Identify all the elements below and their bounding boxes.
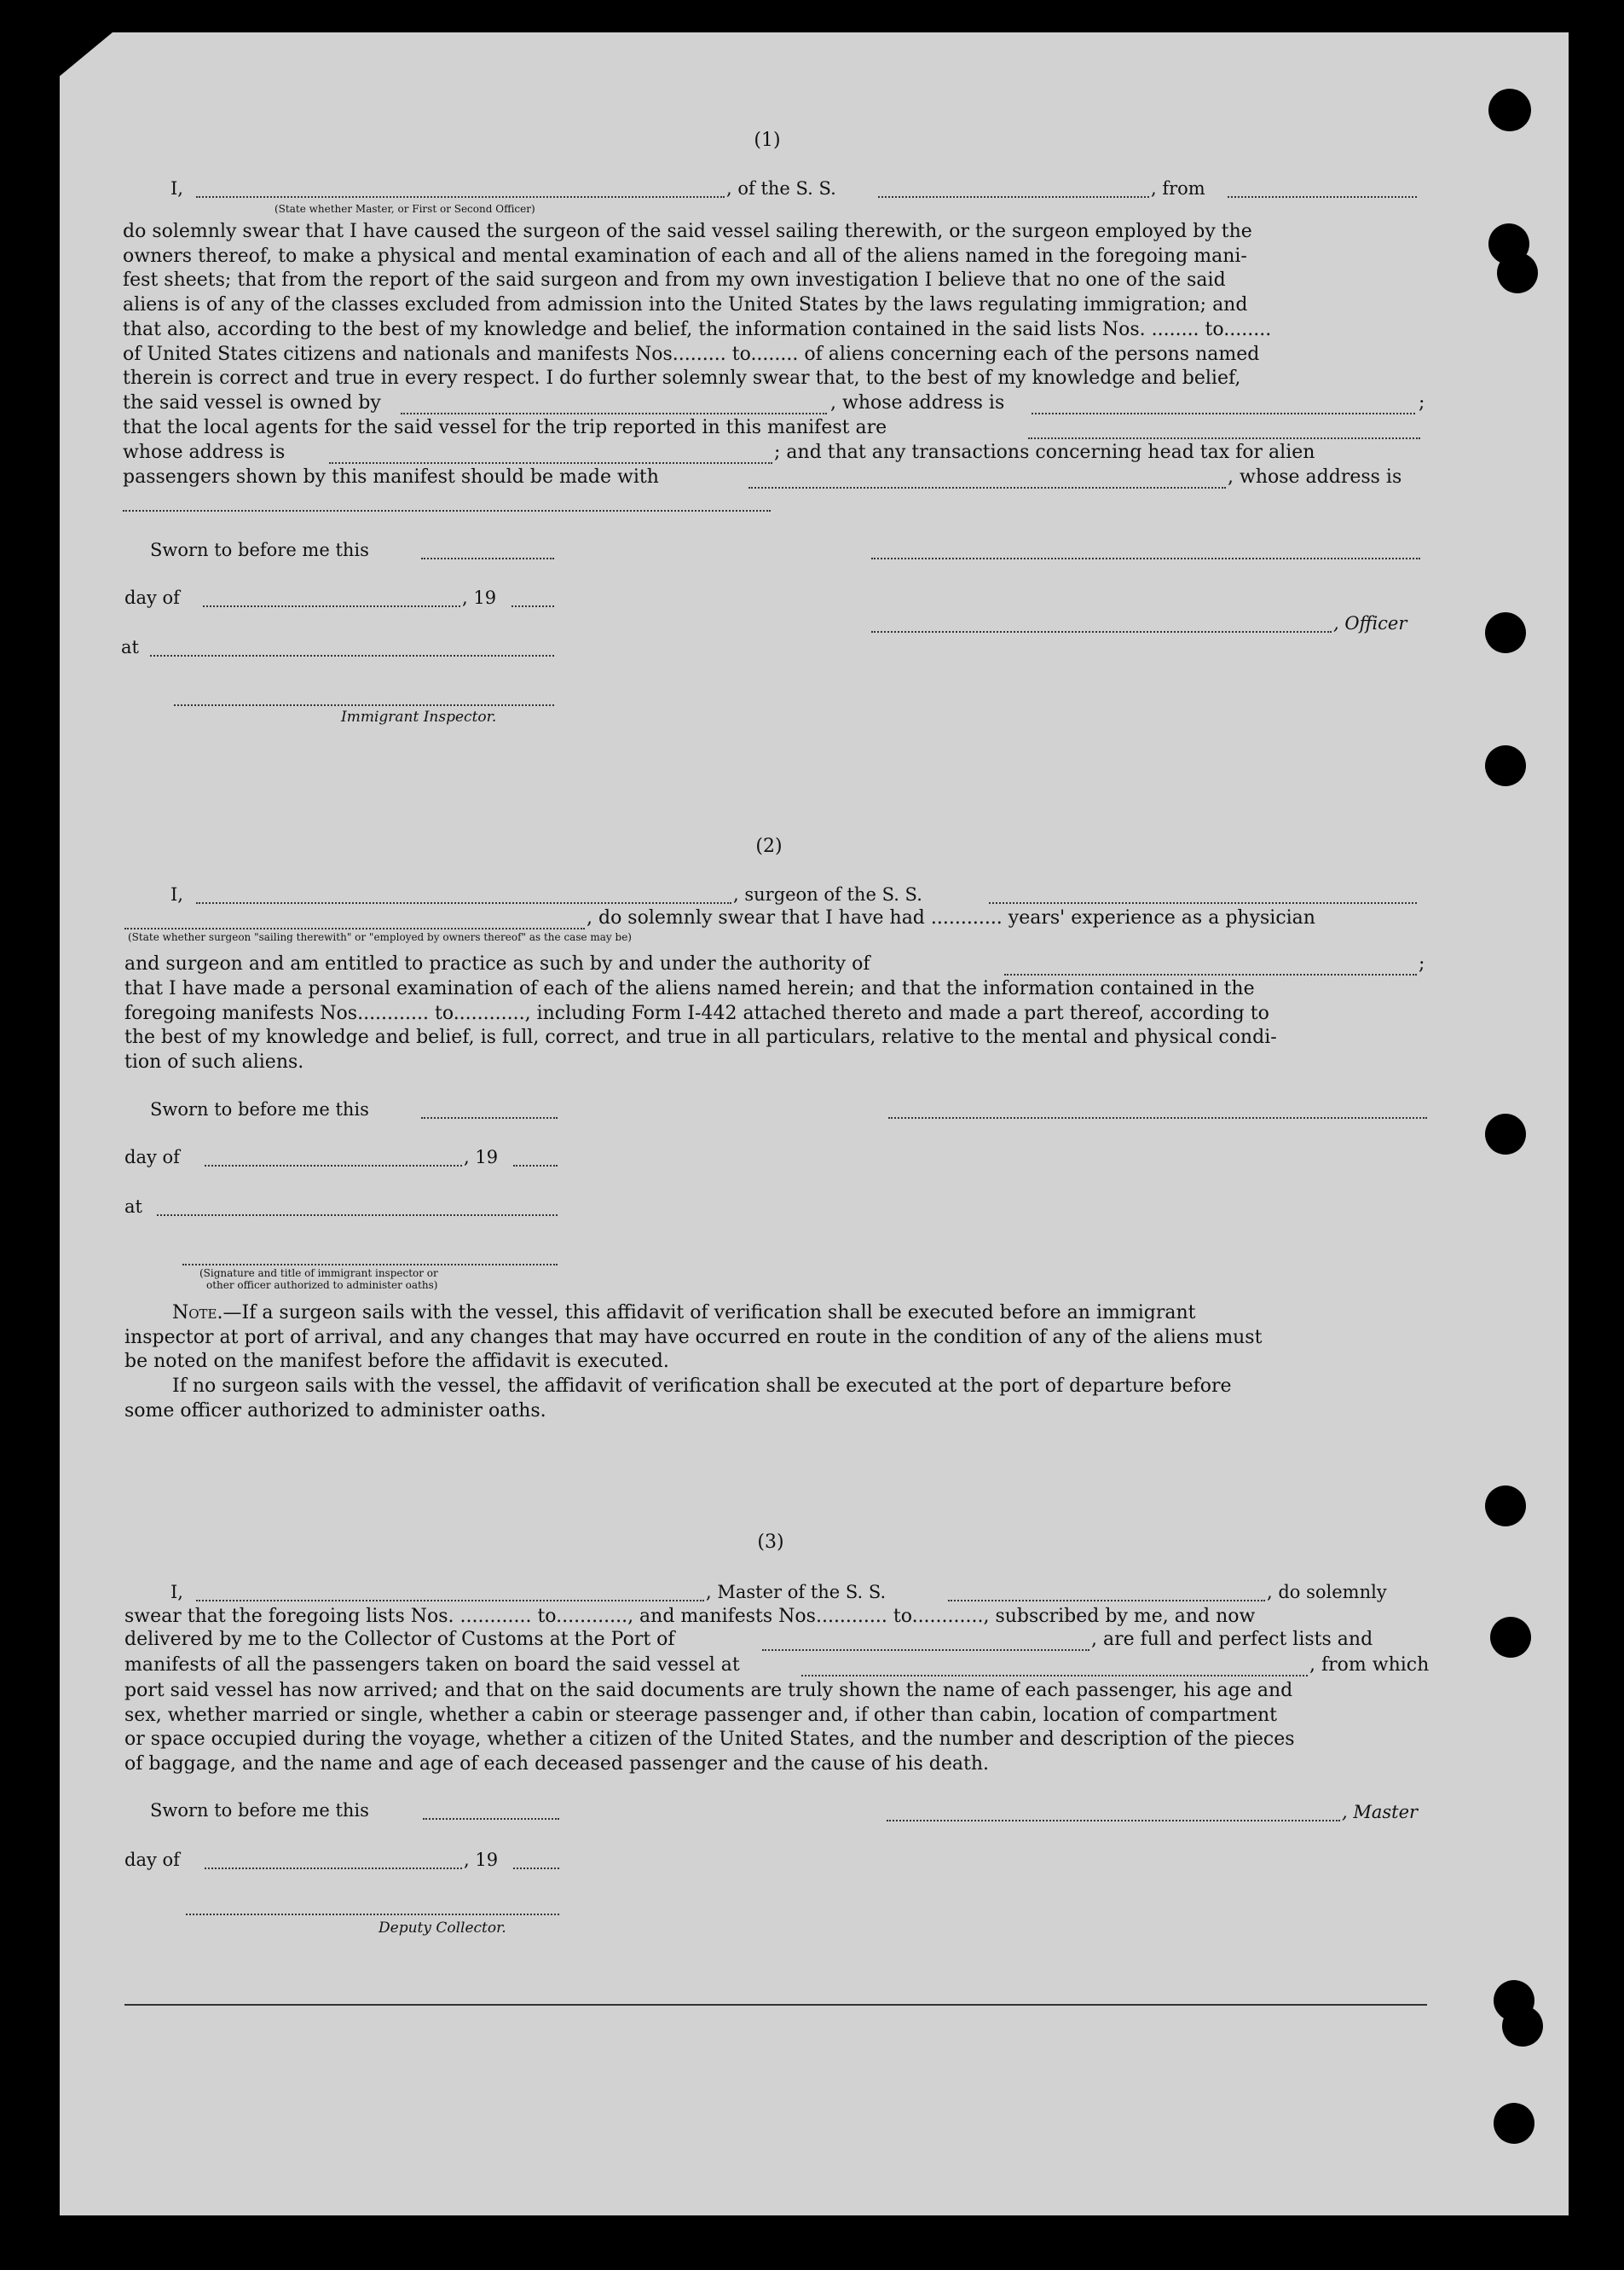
s3-dayof: day of <box>124 1850 180 1870</box>
s3-master-sig: , Master <box>1342 1802 1419 1822</box>
s2-surgeon-note: (State whether surgeon "sailing therewith" or "employed by owners thereof" as the case may be) <box>128 931 632 943</box>
s3-paragraph: port said vessel has now arrived; and that on the said documents are truly shown the name of each passenger, his age and sex, whether married or single, whether a cabin or steerage passenger and, if other than cabin, location of compartment or space occupied during the voyage, whether a citizen of the United States, and the number and description of the pieces of baggage, and the name and age of each deceased passenger and the cause of his death. <box>124 1680 1295 1775</box>
owner-address-field[interactable] <box>1032 413 1415 414</box>
punch-hole <box>1485 745 1526 786</box>
s2-note: Note.—If a surgeon sails with the vessel, this affidavit of verification shall be executed before an immigrant inspector at port of arrival, and any changes that may have occurred en route in the condition of any of the aliens must be noted on the manifest before the affidavit is executed. If no surgeon sails with the vessel, the affidavit of verification shall be executed at the port of departure before some officer authorized to administer oaths. <box>124 1302 1263 1422</box>
s1-sworn: Sworn to before me this <box>150 540 369 560</box>
s3-vessel-field[interactable] <box>948 1600 1265 1601</box>
officer-signature-line[interactable] <box>871 631 1332 633</box>
s2-signature-line[interactable] <box>888 1117 1427 1119</box>
punch-hole <box>1488 89 1531 131</box>
s1-semicolon: ; <box>1419 392 1425 414</box>
s2-year-field[interactable] <box>513 1165 558 1167</box>
s1-officer: , Officer <box>1333 613 1407 634</box>
s1-inspector: Immigrant Inspector. <box>341 709 497 726</box>
s1-local-agents: that the local agents for the said vessel for the trip reported in this manifest are <box>123 417 887 438</box>
s2-official-signature-line[interactable] <box>182 1264 558 1265</box>
punch-hole <box>1494 2103 1534 2144</box>
s2-sig-note-1: (Signature and title of immigrant inspector or <box>199 1267 438 1279</box>
s1-whose-address: , whose address is <box>830 392 1005 414</box>
s1-owned-by: the said vessel is owned by <box>123 392 381 414</box>
s1-at-field[interactable] <box>150 655 554 657</box>
punch-hole <box>1485 1485 1526 1526</box>
master-name-field[interactable] <box>196 196 725 198</box>
s3-master-name-field[interactable] <box>196 1600 704 1601</box>
s1-year-field[interactable] <box>511 605 554 607</box>
s2-sworn-field[interactable] <box>421 1117 558 1119</box>
s1-whose-address-2: , whose address is <box>1228 466 1402 488</box>
from-port-field[interactable] <box>1228 196 1417 198</box>
punch-hole <box>1485 612 1526 653</box>
s1-passengers: passengers shown by this manifest should be made with <box>123 466 659 488</box>
s2-at: at <box>124 1196 142 1217</box>
s1-day-field[interactable] <box>203 605 460 607</box>
s1-sworn-field[interactable] <box>421 558 554 559</box>
s3-i: I, <box>170 1582 183 1602</box>
s3-taken-at: manifests of all the passengers taken on board the said vessel at <box>124 1654 740 1676</box>
vessel-name-field[interactable] <box>878 196 1149 198</box>
s3-full-perfect: , are full and perfect lists and <box>1091 1629 1373 1650</box>
surgeon-type-field[interactable] <box>124 928 585 929</box>
s2-vessel-field[interactable] <box>989 902 1417 904</box>
agents-field[interactable] <box>1028 437 1420 439</box>
s2-dayof: day of <box>124 1147 180 1167</box>
authority-field[interactable] <box>1004 974 1417 976</box>
bottom-rule <box>124 2004 1427 2006</box>
s2-19: , 19 <box>464 1147 499 1167</box>
deputy-signature-line[interactable] <box>186 1914 559 1915</box>
master-signature-line[interactable] <box>887 1820 1340 1821</box>
s2-authority: and surgeon and am entitled to practice as such by and under the authority of <box>124 953 870 975</box>
s3-line-2: swear that the foregoing lists Nos. ............ to............, and manifests Nos............ to............, subscribed by me, and now <box>124 1606 1256 1627</box>
s3-from-which: , from which <box>1309 1654 1430 1676</box>
s1-from: , from <box>1151 178 1205 199</box>
s3-sworn: Sworn to before me this <box>150 1800 369 1821</box>
head-tax-contact-field[interactable] <box>748 487 1226 489</box>
s1-19: , 19 <box>462 588 497 608</box>
arrival-port-field[interactable] <box>762 1649 1089 1651</box>
note-label: Note. <box>172 1302 223 1323</box>
s1-i: I, <box>170 178 183 199</box>
s2-surgeon-of: , surgeon of the S. S. <box>733 884 922 905</box>
s2-semicolon: ; <box>1419 953 1425 975</box>
section-1-number: (1) <box>754 130 781 151</box>
s1-dayof: day of <box>124 588 180 608</box>
section-3-number: (3) <box>757 1532 784 1553</box>
s1-signature-line[interactable] <box>871 558 1420 559</box>
s3-master-of: , Master of the S. S. <box>706 1582 887 1602</box>
s1-at: at <box>121 637 139 657</box>
punch-hole <box>1490 1617 1531 1658</box>
s3-port-of: delivered by me to the Collector of Customs at the Port of <box>124 1629 675 1650</box>
owner-field[interactable] <box>401 413 827 414</box>
s2-i: I, <box>170 884 183 905</box>
s2-paragraph: that I have made a personal examination of each of the aliens named herein; and that the information contained in the foregoing manifests Nos............ to............, including Form I-442 attached thereto and made a part thereof, according to the best of my knowledge and belief, is full, correct, and true in all particulars, relative to the mental and physical condi- tion of such aliens. <box>124 978 1277 1074</box>
s3-day-field[interactable] <box>205 1868 462 1869</box>
s1-officer-note: (State whether Master, or First or Second Officer) <box>275 203 535 215</box>
punch-hole <box>1497 252 1538 293</box>
punch-hole <box>1502 2006 1543 2047</box>
s3-year-field[interactable] <box>513 1868 559 1869</box>
punch-hole <box>1485 1114 1526 1155</box>
s3-19: , 19 <box>464 1850 499 1870</box>
departure-port-field[interactable] <box>801 1675 1308 1676</box>
s2-at-field[interactable] <box>157 1214 558 1216</box>
s2-sworn: Sworn to before me this <box>150 1099 369 1120</box>
s1-paragraph: do solemnly swear that I have caused the surgeon of the said vessel sailing therewith, or the surgeon employed by the owners thereof, to make a physical and mental examination of each and all of the aliens named in the foregoing mani- fest sheets; that from the report of the said surgeon and from my own investigation I believe that no one of the said aliens is of any of the classes excluded from admission into the United States by the laws regulating immigration; and that also, according to the best of my knowledge and belief, the information contained in the said lists Nos. ........ to........ of United States citizens and nationals and manifests Nos......... to........ of aliens concerning each of the persons named therein is correct and true in every respect. I do further solemnly swear that, to the best of my knowledge and belief, <box>123 221 1272 390</box>
s2-sig-note-2: other officer authorized to administer oaths) <box>206 1279 438 1291</box>
s2-swear: , do solemnly swear that I have had ............ years' experience as a physician <box>587 907 1315 929</box>
s3-sworn-field[interactable] <box>423 1818 559 1820</box>
s1-agent-address: whose address is <box>123 442 286 463</box>
agent-address-field[interactable] <box>329 462 772 464</box>
s3-solemnly: , do solemnly <box>1267 1582 1387 1602</box>
s2-day-field[interactable] <box>205 1165 462 1167</box>
s1-head-tax: ; and that any transactions concerning head tax for alien <box>774 442 1315 463</box>
s1-of-ss: , of the S. S. <box>726 178 836 199</box>
surgeon-name-field[interactable] <box>196 902 731 904</box>
contact-address-field[interactable] <box>123 510 771 512</box>
s3-deputy: Deputy Collector. <box>379 1920 506 1937</box>
section-2-number: (2) <box>755 836 783 857</box>
